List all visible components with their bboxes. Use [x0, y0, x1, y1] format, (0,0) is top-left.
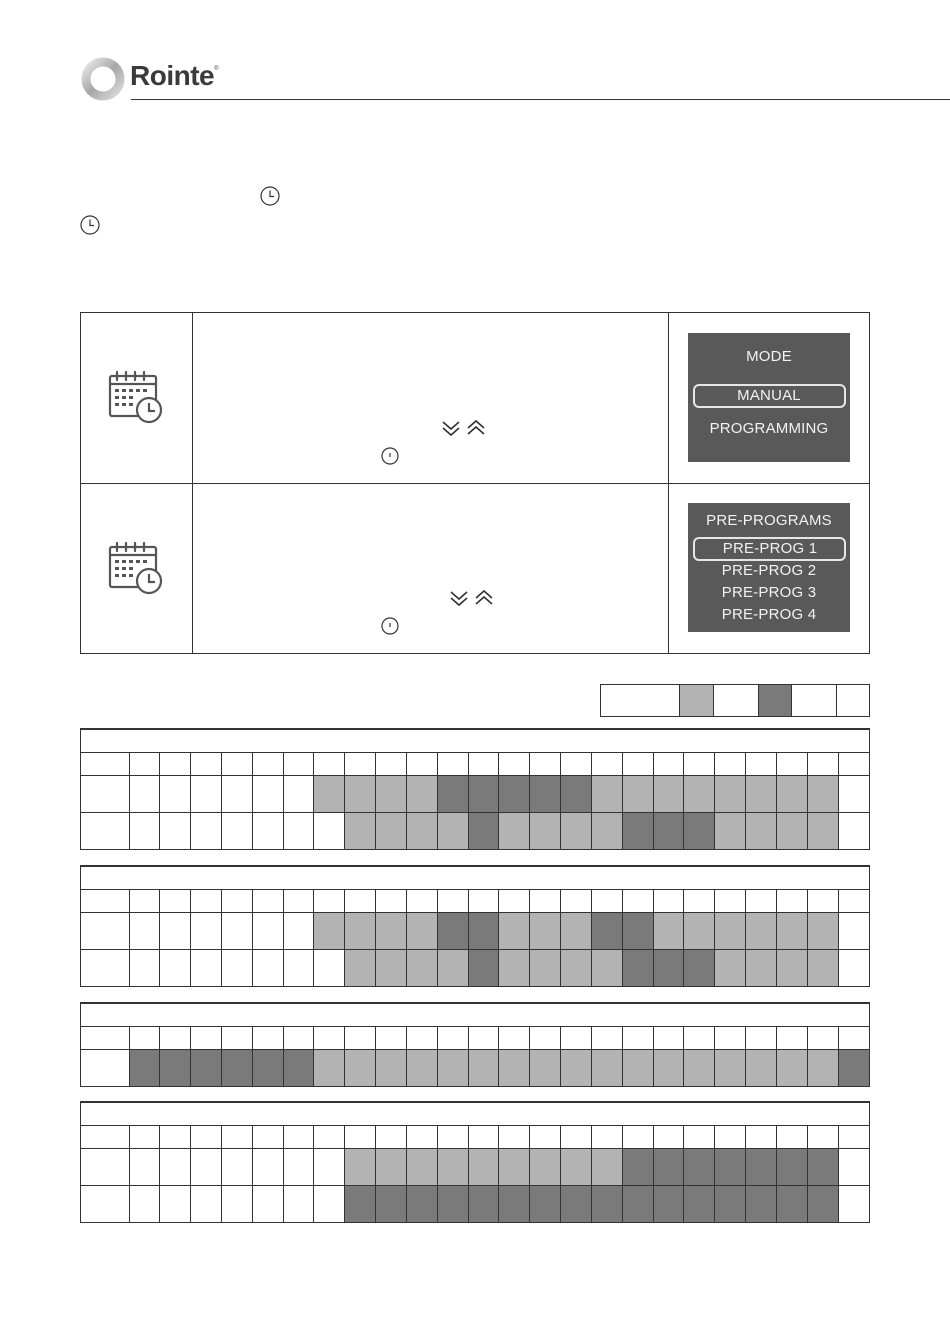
hour-cell [838, 1050, 869, 1087]
hour-cell [776, 1050, 807, 1087]
hour-cell [252, 1149, 283, 1186]
hour-cell [191, 913, 222, 950]
hour-cell [715, 913, 746, 950]
power-button-icon [381, 447, 399, 470]
hour-cell [468, 813, 499, 850]
hour-cell [561, 1050, 592, 1087]
hour-cell [437, 776, 468, 813]
hour-cell [653, 813, 684, 850]
rointe-logo-icon [80, 56, 126, 102]
hour-cell [160, 813, 191, 850]
hour-cell [221, 1050, 252, 1087]
hour-cell [468, 1149, 499, 1186]
hour-cell [345, 913, 376, 950]
hour-cell [437, 913, 468, 950]
lcd-option-preprog-4: PRE-PROG 4 [721, 606, 817, 623]
hour-cell [807, 1149, 838, 1186]
hour-cell [345, 776, 376, 813]
hour-cell [591, 913, 622, 950]
hour-cell [252, 950, 283, 987]
hour-cell [776, 950, 807, 987]
hour-cell [746, 813, 777, 850]
power-button-icon [381, 617, 399, 640]
hour-cell [468, 1186, 499, 1223]
hour-cell [160, 776, 191, 813]
hour-cell [406, 1186, 437, 1223]
schedule-row-1 [81, 913, 869, 950]
hour-cell [314, 1050, 345, 1087]
hour-cell [160, 1149, 191, 1186]
hour-cell [345, 1186, 376, 1223]
hour-cell [561, 913, 592, 950]
hour-cell [406, 776, 437, 813]
hour-cell [376, 1149, 407, 1186]
hour-cell [221, 776, 252, 813]
hour-cell [314, 813, 345, 850]
legend-swatch-white [837, 685, 869, 716]
hour-cell [746, 1186, 777, 1223]
schedule-row-1 [81, 776, 869, 813]
hour-cell [715, 1050, 746, 1087]
hour-cell [129, 813, 160, 850]
hour-cell [468, 776, 499, 813]
schedule-row-label [81, 1050, 129, 1087]
lcd-mode-display [688, 333, 850, 462]
double-chevron-up-icon [474, 589, 494, 612]
schedule-title-row [81, 1103, 869, 1126]
schedule-hours-row [81, 890, 869, 913]
hour-cell [684, 776, 715, 813]
schedule-row-1 [81, 1149, 869, 1186]
lcd-option-manual: MANUAL [737, 387, 801, 404]
hour-cell [684, 950, 715, 987]
steps-table [80, 312, 870, 654]
hour-cell [746, 776, 777, 813]
hour-cell [807, 913, 838, 950]
hour-cell [406, 950, 437, 987]
schedule-table-1 [80, 728, 870, 850]
step-row-1 [81, 313, 869, 483]
hour-cell [221, 1149, 252, 1186]
header-rule [131, 99, 950, 100]
hour-cell [252, 913, 283, 950]
schedule-row-label [81, 950, 129, 987]
lcd-title: MODE [746, 348, 792, 365]
schedule-table-2 [80, 865, 870, 987]
hour-cell [499, 1186, 530, 1223]
hour-cell [345, 1149, 376, 1186]
hour-cell [838, 1149, 869, 1186]
lcd-option-programming: PROGRAMMING [709, 420, 829, 437]
legend-swatch-light [680, 685, 714, 716]
hour-cell [283, 776, 314, 813]
schedule-title-row [81, 730, 869, 753]
hour-cell [530, 950, 561, 987]
hour-cell [591, 1050, 622, 1087]
hour-cell [283, 813, 314, 850]
hour-cell [715, 813, 746, 850]
hour-cell [468, 1050, 499, 1087]
hour-cell [376, 913, 407, 950]
hour-cell [838, 1186, 869, 1223]
hour-cell [191, 813, 222, 850]
schedule-row-label [81, 776, 129, 813]
legend-swatch-white [792, 685, 837, 716]
hour-cell [283, 913, 314, 950]
hour-cell [129, 1050, 160, 1087]
hour-cell [160, 950, 191, 987]
clock-icon [80, 215, 100, 235]
schedule-hours-row [81, 1027, 869, 1050]
hour-cell [437, 813, 468, 850]
hour-cell [129, 1149, 160, 1186]
hour-cell [776, 776, 807, 813]
step-row-2 [81, 484, 869, 654]
hour-cell [252, 1050, 283, 1087]
hour-cell [653, 1149, 684, 1186]
hour-cell [314, 950, 345, 987]
hour-cell [283, 950, 314, 987]
schedule-table-3 [80, 1002, 870, 1087]
double-chevron-up-icon [466, 419, 486, 442]
hour-cell [807, 776, 838, 813]
lcd-option-preprog-3: PRE-PROG 3 [721, 584, 817, 601]
hour-cell [191, 776, 222, 813]
hour-cell [622, 1050, 653, 1087]
hour-cell [252, 1186, 283, 1223]
double-chevron-down-icon [441, 419, 461, 442]
schedule-row-label [81, 913, 129, 950]
hour-cell [715, 776, 746, 813]
hour-cell [376, 813, 407, 850]
hour-cell [807, 813, 838, 850]
hour-cell [807, 1186, 838, 1223]
hour-cell [653, 950, 684, 987]
schedule-row-2 [81, 950, 869, 987]
hour-cell [591, 950, 622, 987]
hour-cell [838, 813, 869, 850]
hour-cell [653, 913, 684, 950]
legend-swatch-white [601, 685, 680, 716]
calendar-clock-icon [107, 540, 165, 601]
hour-cell [715, 1186, 746, 1223]
hour-cell [838, 776, 869, 813]
clock-icon [260, 186, 280, 206]
lcd-preprograms-display [688, 503, 850, 632]
hour-cell [684, 1186, 715, 1223]
hour-cell [776, 813, 807, 850]
hour-cell [530, 1149, 561, 1186]
hour-cell [776, 1149, 807, 1186]
hour-cell [406, 913, 437, 950]
hour-cell [160, 913, 191, 950]
hour-cell [129, 950, 160, 987]
hour-cell [622, 950, 653, 987]
hour-cell [653, 1186, 684, 1223]
hour-cell [838, 950, 869, 987]
schedule-title-row [81, 1004, 869, 1027]
hour-cell [499, 913, 530, 950]
hour-cell [746, 1050, 777, 1087]
brand-name: Rointe® [130, 60, 219, 91]
lcd-title: PRE-PROGRAMS [706, 512, 832, 529]
hour-cell [406, 813, 437, 850]
hour-cell [499, 776, 530, 813]
hour-cell [530, 1186, 561, 1223]
hour-cell [406, 1149, 437, 1186]
hour-cell [561, 1186, 592, 1223]
hour-cell [653, 776, 684, 813]
hour-cell [221, 813, 252, 850]
hour-cell [746, 913, 777, 950]
hour-cell [561, 813, 592, 850]
hour-cell [499, 1149, 530, 1186]
hour-cell [376, 950, 407, 987]
hour-cell [622, 776, 653, 813]
hour-cell [684, 1149, 715, 1186]
hour-cell [376, 1050, 407, 1087]
hour-cell [530, 776, 561, 813]
hour-cell [283, 1050, 314, 1087]
hour-cell [776, 913, 807, 950]
schedule-row-2 [81, 1186, 869, 1223]
hour-cell [314, 776, 345, 813]
double-chevron-down-icon [449, 589, 469, 612]
hour-cell [129, 776, 160, 813]
hour-cell [437, 950, 468, 987]
hour-cell [406, 1050, 437, 1087]
hour-cell [314, 913, 345, 950]
color-legend [600, 684, 870, 717]
hour-cell [376, 1186, 407, 1223]
hour-cell [715, 950, 746, 987]
hour-cell [191, 1050, 222, 1087]
hour-cell [530, 813, 561, 850]
hour-cell [530, 913, 561, 950]
lcd-option-preprog-1: PRE-PROG 1 [722, 540, 818, 557]
legend-swatch-white [714, 685, 759, 716]
schedule-title-row [81, 867, 869, 890]
hour-cell [437, 1149, 468, 1186]
hour-cell [684, 913, 715, 950]
hour-cell [160, 1186, 191, 1223]
hour-cell [437, 1186, 468, 1223]
schedule-table-4 [80, 1101, 870, 1223]
hour-cell [561, 776, 592, 813]
hour-cell [468, 913, 499, 950]
hour-cell [283, 1149, 314, 1186]
schedule-row-label [81, 1186, 129, 1223]
hour-cell [345, 813, 376, 850]
hour-cell [221, 950, 252, 987]
hour-cell [591, 813, 622, 850]
hour-cell [622, 913, 653, 950]
hour-cell [838, 913, 869, 950]
hour-cell [191, 950, 222, 987]
hour-cell [129, 1186, 160, 1223]
hour-cell [622, 1186, 653, 1223]
hour-cell [499, 950, 530, 987]
hour-cell [684, 813, 715, 850]
hour-cell [622, 1149, 653, 1186]
schedule-row-2 [81, 813, 869, 850]
hour-cell [746, 1149, 777, 1186]
hour-cell [622, 813, 653, 850]
hour-cell [314, 1186, 345, 1223]
hour-cell [653, 1050, 684, 1087]
hour-cell [437, 1050, 468, 1087]
hour-cell [345, 950, 376, 987]
hour-cell [807, 1050, 838, 1087]
hour-cell [252, 776, 283, 813]
hour-cell [129, 913, 160, 950]
hour-cell [591, 776, 622, 813]
hour-cell [499, 1050, 530, 1087]
hour-cell [746, 950, 777, 987]
schedule-hours-row [81, 1126, 869, 1149]
hour-cell [591, 1149, 622, 1186]
hour-cell [191, 1186, 222, 1223]
hour-cell [684, 1050, 715, 1087]
hour-cell [776, 1186, 807, 1223]
schedule-row-label [81, 813, 129, 850]
hour-cell [191, 1149, 222, 1186]
hour-cell [314, 1149, 345, 1186]
hour-cell [221, 1186, 252, 1223]
legend-swatch-dark [759, 685, 792, 716]
hour-cell [561, 1149, 592, 1186]
hour-cell [807, 950, 838, 987]
hour-cell [561, 950, 592, 987]
schedule-row-1 [81, 1050, 869, 1087]
hour-cell [530, 1050, 561, 1087]
lcd-option-preprog-2: PRE-PROG 2 [721, 562, 817, 579]
hour-cell [468, 950, 499, 987]
schedule-row-label [81, 1149, 129, 1186]
hour-cell [252, 813, 283, 850]
hour-cell [345, 1050, 376, 1087]
hour-cell [715, 1149, 746, 1186]
hour-cell [221, 913, 252, 950]
hour-cell [160, 1050, 191, 1087]
hour-cell [499, 813, 530, 850]
hour-cell [376, 776, 407, 813]
hour-cell [591, 1186, 622, 1223]
schedule-hours-row [81, 753, 869, 776]
calendar-clock-icon [107, 369, 165, 430]
hour-cell [283, 1186, 314, 1223]
